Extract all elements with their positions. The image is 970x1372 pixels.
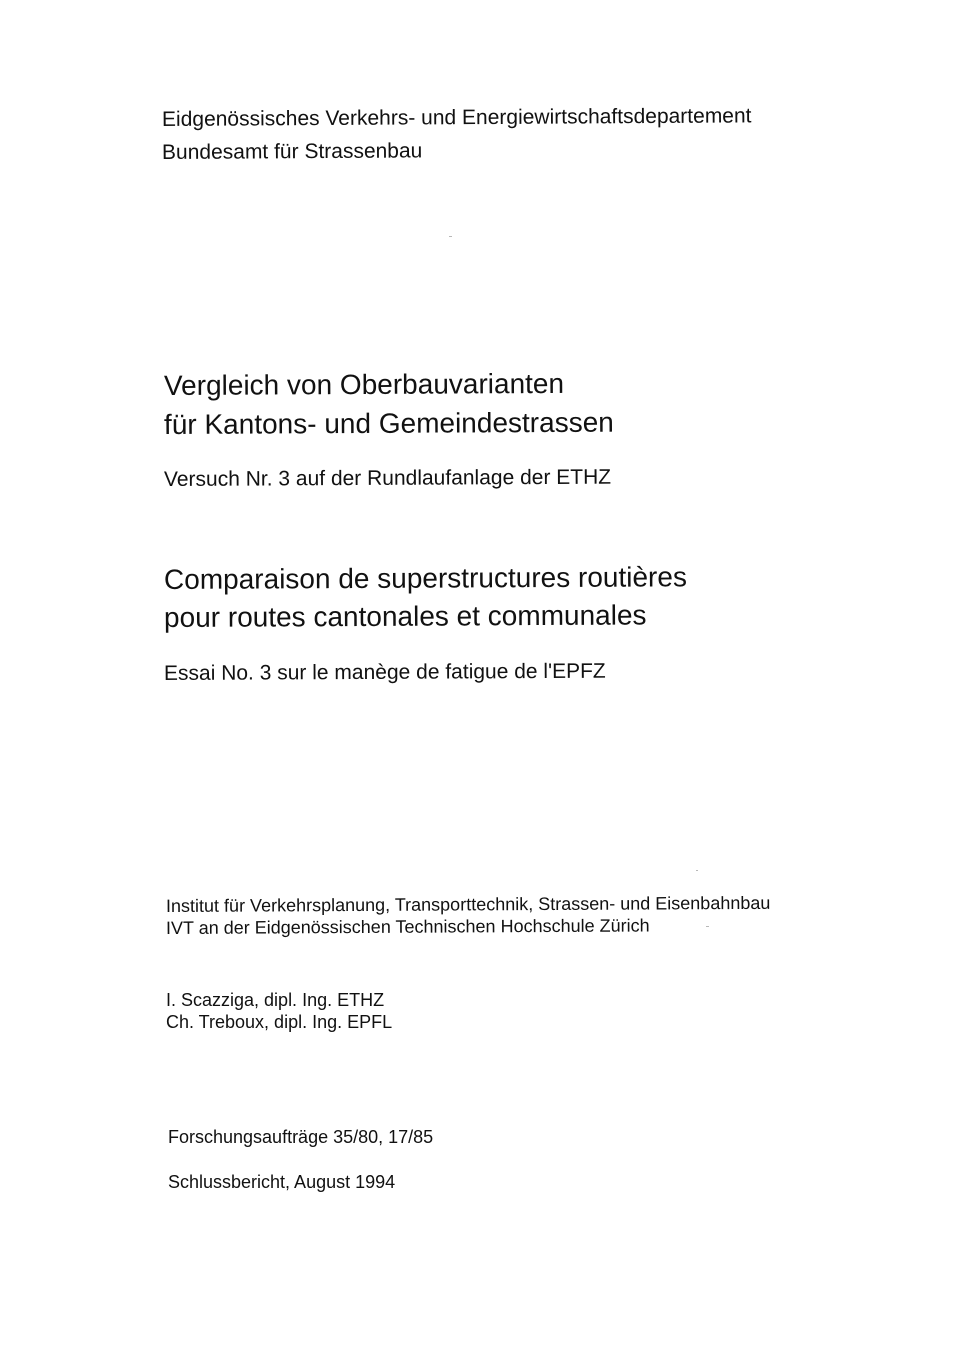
final-report: Schlussbericht, August 1994 (168, 1172, 396, 1192)
title-french-line1: Comparaison de superstructures routières (163, 561, 687, 595)
research-orders: Forschungsaufträge 35/80, 17/85 (168, 1127, 434, 1147)
scan-speck (706, 926, 709, 927)
institute-line2: IVT an der Eidgenössischen Technischen Hochschule Zürich (165, 915, 650, 938)
department-name: Eidgenössisches Verkehrs- und Energiewirtschaftsdepartement (161, 104, 752, 131)
institute-line1: Institut für Verkehrsplanung, Transporttechnik, Strassen- und Eisenbahnbau (165, 892, 771, 916)
title-german-line2: für Kantons- und Gemeindestrassen (163, 406, 614, 440)
office-name: Bundesamt für Strassenbau (161, 139, 423, 164)
scan-speck (696, 870, 698, 871)
title-french-line2: pour routes cantonales et communales (163, 599, 647, 633)
author-1: I. Scazziga, dipl. Ing. ETHZ (166, 990, 385, 1010)
title-german-line1: Vergleich von Oberbauvarianten (163, 367, 565, 401)
subtitle-german: Versuch Nr. 3 auf der Rundlaufanlage der ETHZ (163, 465, 612, 491)
scan-speck (449, 236, 452, 237)
subtitle-french: Essai No. 3 sur le manège de fatigue de l'EPFZ (163, 659, 606, 685)
author-2: Ch. Treboux, dipl. Ing. EPFL (166, 1012, 393, 1032)
